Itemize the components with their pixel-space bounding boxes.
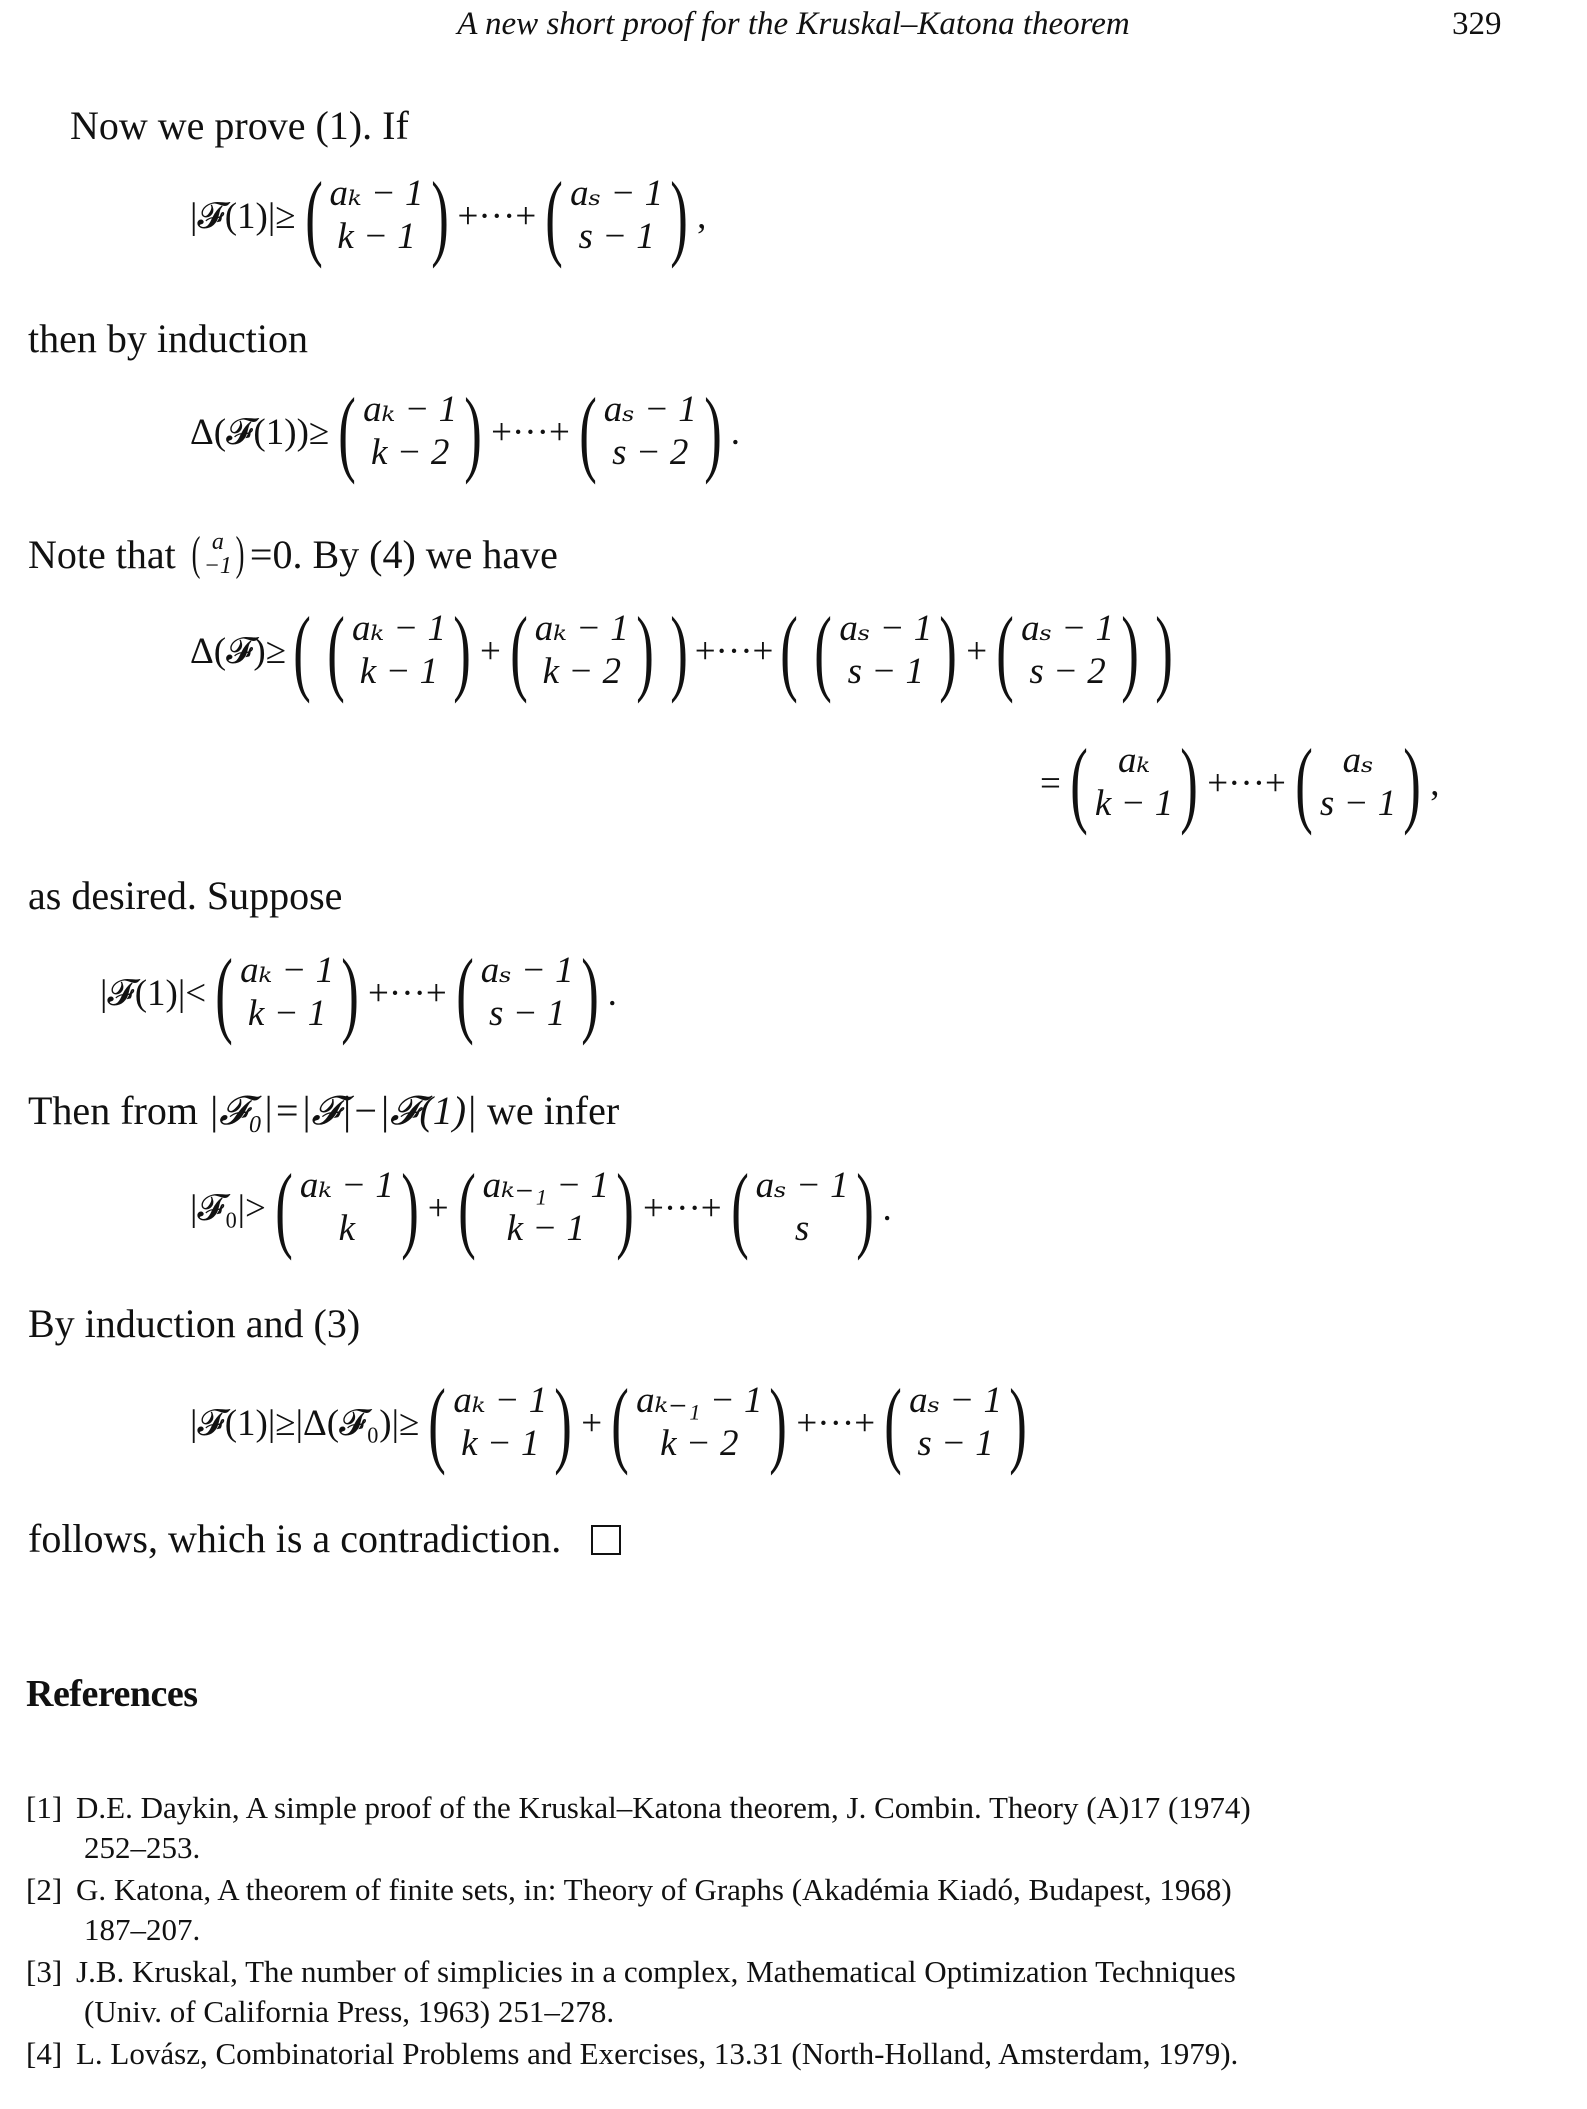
binomial: ( aₛ − 1 s − 1 ) bbox=[545, 162, 688, 269]
equation: = ( aₖ k − 1 ) +···+ ( aₛ s − 1 ) , bbox=[1040, 729, 1440, 836]
references-heading: References bbox=[26, 1673, 198, 1715]
body-paragraph: Then from |𝓕₀|=|𝓕|−|𝓕(1)| we infer bbox=[28, 1088, 620, 1133]
inline-binomial: ( a −1 ) bbox=[191, 527, 245, 580]
equation: |𝓕(1)|< ( aₖ − 1 k − 1 ) +···+ ( aₛ − 1 s − 1 ) . bbox=[100, 939, 617, 1046]
reference-item: [1] D.E. Daykin, A simple proof of the Kruskal–Katona theorem, J. Combin. Theory (A)17 (1974) 252–253. bbox=[26, 1790, 1251, 1865]
equation: |𝓕(1)|≥ ( aₖ − 1 k − 1 ) +···+ ( aₛ − 1 s − 1 ) , bbox=[190, 162, 707, 269]
binomial: ( aₖ − 1 k − 1 ) bbox=[304, 162, 449, 269]
equation: Δ(𝓕)≥ ( ( aₖ − 1 k − 1 ) + ( aₖ − 1 k − 2 ) ) +···+ ( ( aₛ − 1 s − 1 ) + ( aₛ − 1 s − 2 ) ) bbox=[190, 597, 1173, 704]
binomial: ( aₛ − 1 s ) bbox=[730, 1154, 874, 1261]
body-paragraph: follows, which is a contradiction. bbox=[28, 1515, 621, 1562]
body-paragraph: as desired. Suppose bbox=[28, 873, 343, 918]
body-paragraph: Note that ( a −1 ) =0. By (4) we have bbox=[28, 527, 558, 580]
reference-item: [3] J.B. Kruskal, The number of simplicies in a complex, Mathematical Optimization Techniques (Univ. of California Press, 1963) 251–278. bbox=[26, 1954, 1236, 2029]
binomial: ( aₖ − 1 k − 1 ) bbox=[428, 1369, 573, 1476]
reference-item: [4] L. Lovász, Combinatorial Problems and Exercises, 13.31 (North-Holland, Amsterdam, 1979). bbox=[26, 2036, 1239, 2071]
body-paragraph: then by induction bbox=[28, 316, 308, 361]
binomial: ( aₛ s − 1 ) bbox=[1295, 729, 1422, 836]
equation: Δ(𝓕(1))≥ ( aₖ − 1 k − 2 ) +···+ ( aₛ − 1 s − 2 ) . bbox=[190, 378, 740, 485]
equation: |𝓕(1)|≥|Δ(𝓕₀)|≥ ( aₖ − 1 k − 1 ) + ( aₖ₋₁ − 1 k − 2 ) +···+ ( aₛ − 1 s − 1 ) bbox=[190, 1375, 1036, 1471]
binomial: ( aₖ − 1 k − 2 ) bbox=[338, 378, 482, 485]
page-number: 329 bbox=[1452, 6, 1502, 42]
binomial: ( aₛ − 1 s − 2 ) bbox=[579, 378, 722, 485]
binomial: ( aₖ − 1 k − 2 ) bbox=[510, 597, 654, 704]
binomial: ( aₛ − 1 s − 1 ) bbox=[455, 939, 599, 1046]
binomial: ( aₛ − 1 s − 2 ) bbox=[996, 597, 1139, 704]
equation: |𝓕₀|> ( aₖ − 1 k ) + ( aₖ₋₁ − 1 k − 1 ) +···+ ( aₛ − 1 s ) . bbox=[190, 1154, 892, 1261]
reference-item: [2] G. Katona, A theorem of finite sets, in: Theory of Graphs (Akadémia Kiadó, Budapest, 1968) 187–207. bbox=[26, 1872, 1232, 1947]
binomial: ( aₖ₋₁ − 1 k − 1 ) bbox=[457, 1154, 634, 1261]
body-paragraph: By induction and (3) bbox=[28, 1301, 361, 1346]
qed-box-icon bbox=[591, 1525, 621, 1555]
binomial: ( aₖ k − 1 ) bbox=[1070, 729, 1199, 836]
binomial: ( aₖ − 1 k − 1 ) bbox=[327, 597, 471, 704]
binomial: ( aₖ − 1 k − 1 ) bbox=[215, 939, 359, 1046]
binomial: ( aₖ₋₁ − 1 k − 2 ) bbox=[611, 1369, 788, 1476]
binomial: ( aₛ − 1 s − 1 ) bbox=[814, 597, 958, 704]
running-title: A new short proof for the Kruskal–Katona theorem bbox=[457, 6, 1130, 42]
equation-lhs: |𝓕(1)|≥ bbox=[190, 195, 296, 237]
binomial: ( aₛ − 1 s − 1 ) bbox=[884, 1369, 1027, 1476]
binomial: ( aₖ − 1 k ) bbox=[275, 1154, 419, 1261]
body-paragraph: Now we prove (1). If bbox=[70, 103, 409, 148]
